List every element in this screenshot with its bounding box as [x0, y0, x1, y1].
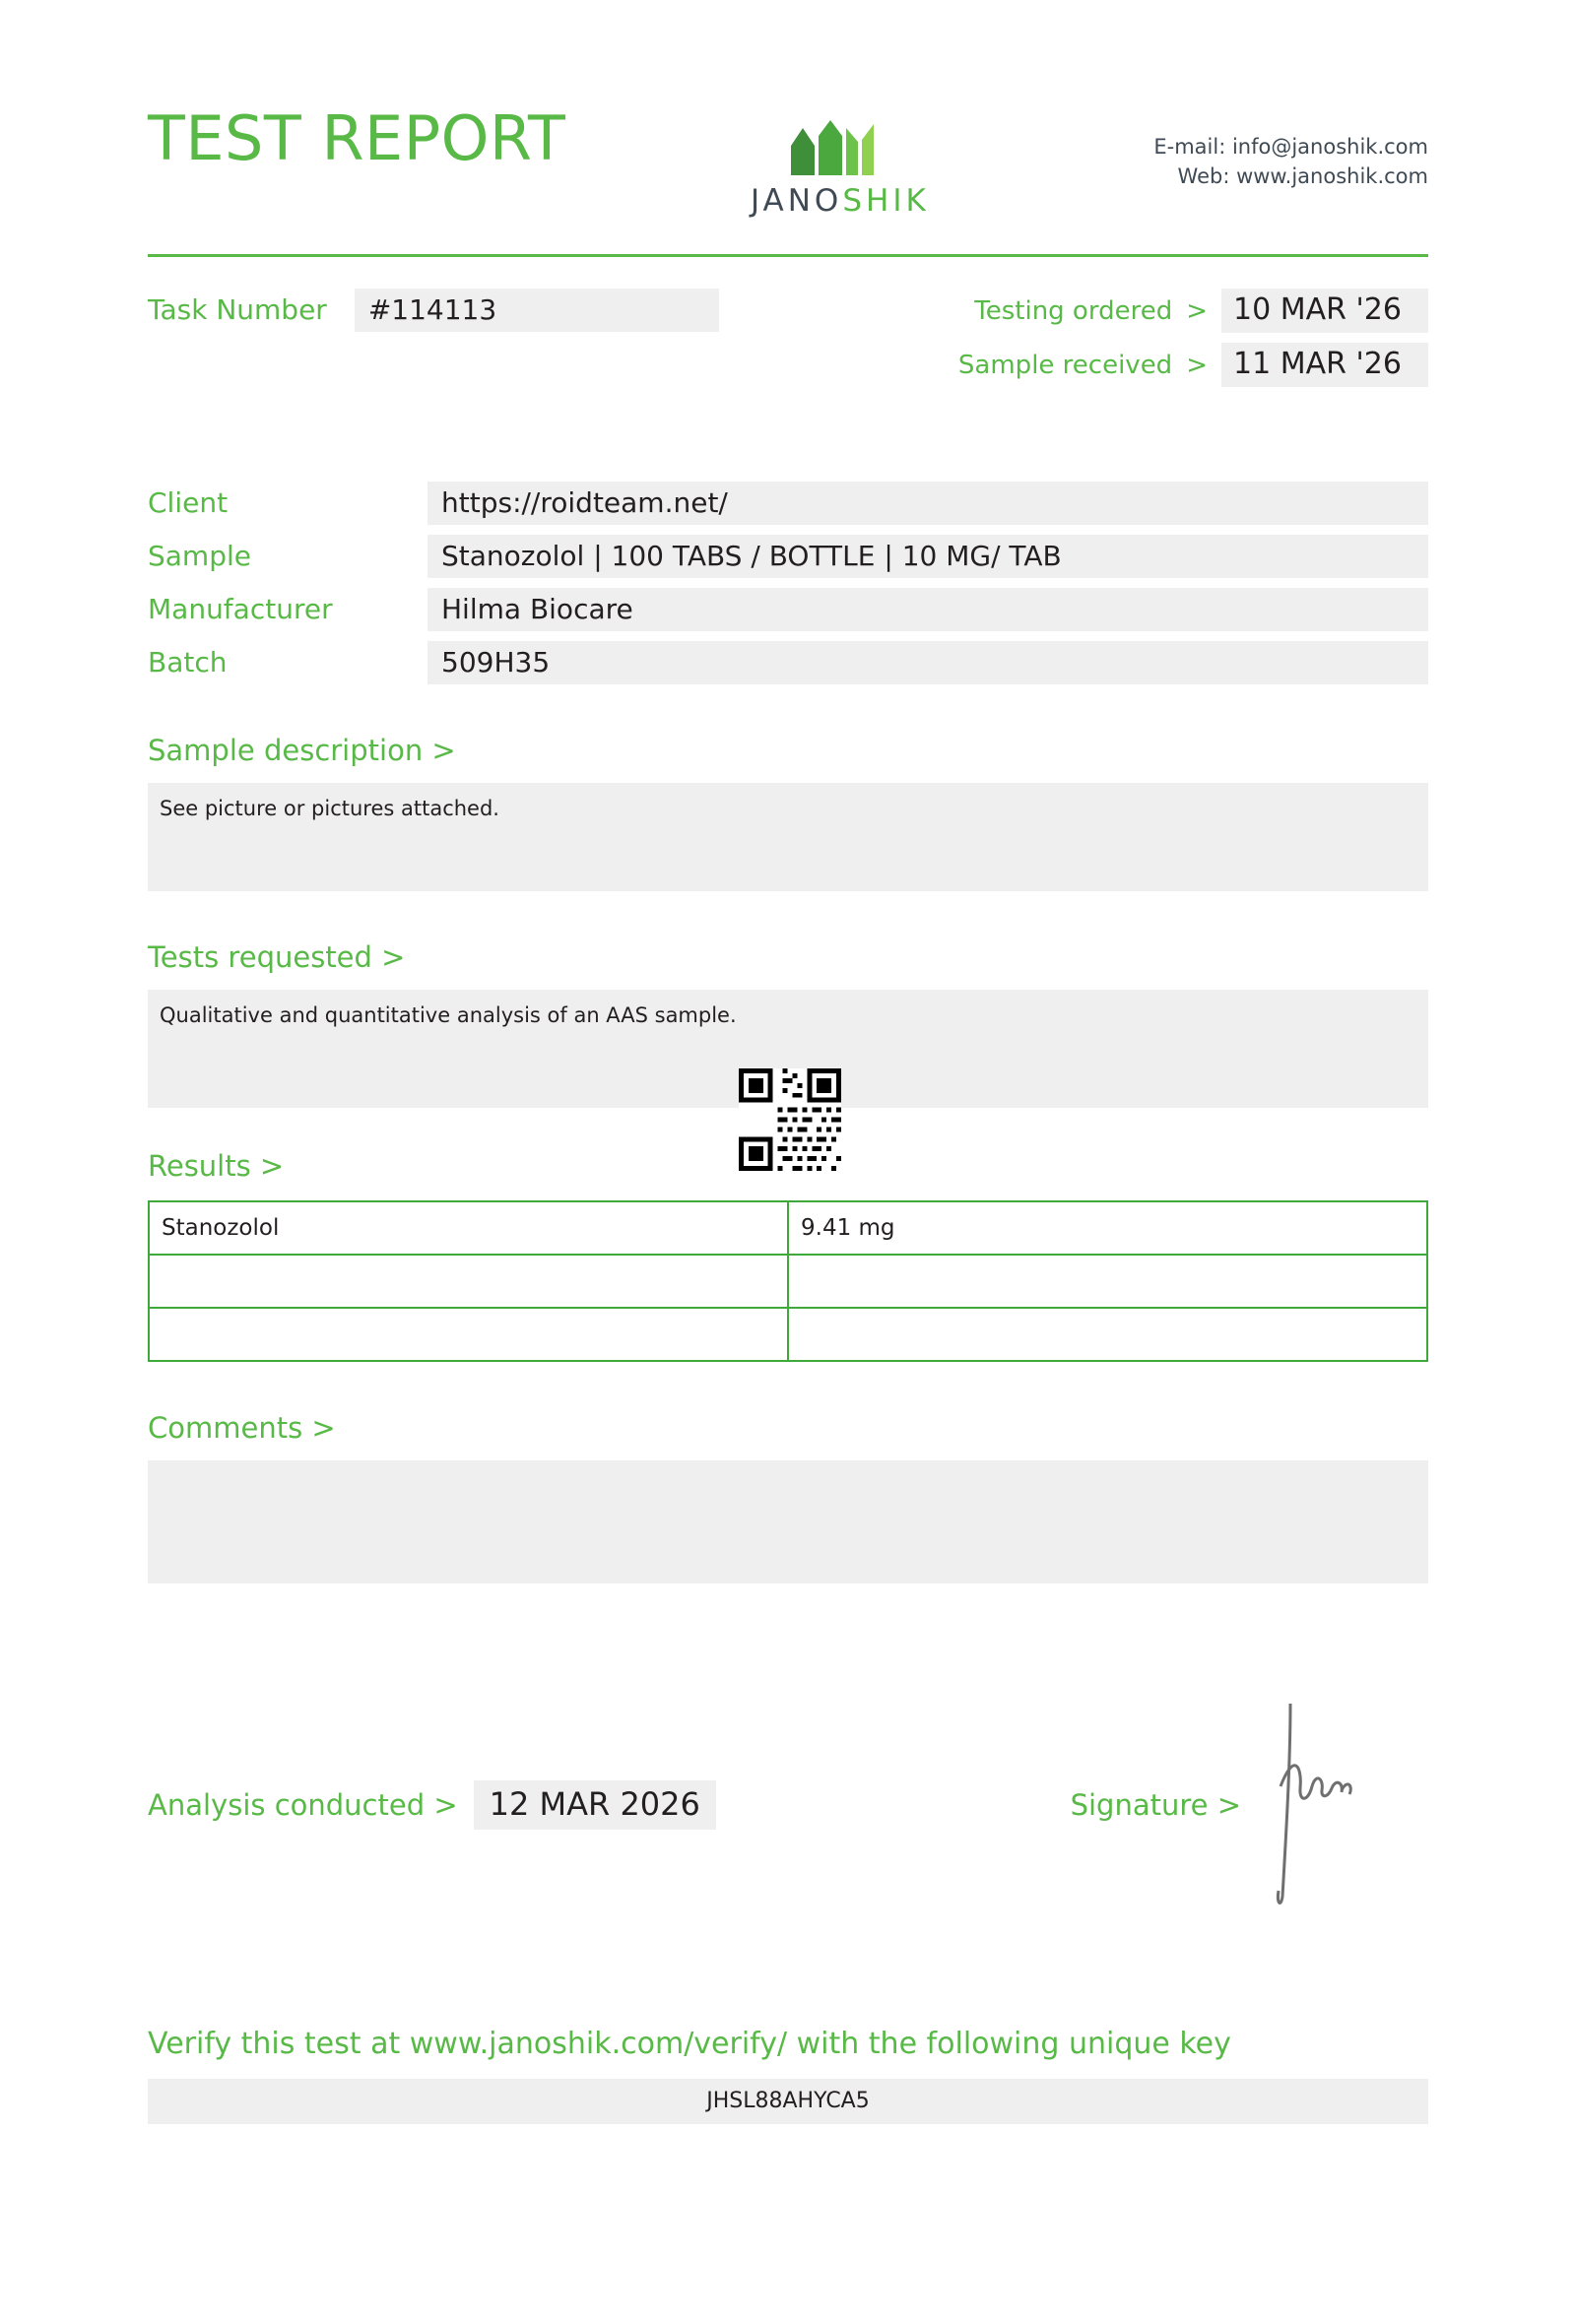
info-value-sample: Stanozolol | 100 TABS / BOTTLE | 10 MG/ TAB	[427, 535, 1428, 578]
signature-group	[1071, 1692, 1369, 1918]
comments-heading: Comments >	[148, 1411, 336, 1445]
info-value-manufacturer: Hilma Biocare	[427, 588, 1428, 631]
analysis-date-value: 12 MAR 2026	[474, 1780, 716, 1830]
logo-word-green: SHIK	[842, 183, 930, 219]
sample-info-table	[148, 482, 1428, 684]
sample-received-row	[958, 343, 1428, 387]
tests-requested-heading: Tests requested >	[148, 940, 406, 974]
comments-box	[148, 1460, 1428, 1583]
testing-ordered-value: 10 MAR '26	[1221, 289, 1428, 333]
logo-word-dark: JANO	[750, 183, 843, 219]
header-divider	[148, 254, 1428, 257]
dates-group	[958, 289, 1428, 397]
task-number-label: Task Number	[148, 293, 327, 326]
results-heading: Results >	[148, 1149, 285, 1183]
info-label-batch: Batch	[148, 646, 228, 678]
info-row-sample	[148, 535, 1428, 578]
info-label-client: Client	[148, 486, 229, 519]
task-number-value: #114113	[355, 289, 719, 332]
signature-icon	[1251, 1692, 1369, 1918]
janoshik-logo	[751, 116, 930, 219]
testing-ordered-label: Testing ordered	[974, 295, 1173, 326]
testing-ordered-row	[958, 289, 1428, 333]
verify-text: Verify this test at www.janoshik.com/verify/ with the following unique key	[148, 2027, 1231, 2061]
logo-mountain-icon	[781, 116, 899, 177]
report-header	[148, 0, 1428, 219]
info-row-batch	[148, 641, 1428, 684]
info-value-client: https://roidteam.net/	[427, 482, 1428, 525]
result-amount	[788, 1308, 1427, 1361]
info-row-client	[148, 482, 1428, 525]
analysis-group	[148, 1780, 716, 1830]
results-table	[148, 1200, 1428, 1362]
result-amount: 9.41 mg	[788, 1201, 1427, 1255]
analysis-label: Analysis conducted >	[148, 1788, 458, 1822]
info-row-manufacturer	[148, 588, 1428, 631]
result-substance: Stanozolol	[149, 1201, 788, 1255]
table-row	[149, 1308, 1427, 1361]
info-label-sample: Sample	[148, 540, 251, 572]
task-number-group	[148, 289, 719, 332]
sample-received-arrow: >	[1186, 350, 1208, 380]
page-title: TEST REPORT	[148, 102, 566, 174]
sample-description-box: See picture or pictures attached.	[148, 783, 1428, 891]
info-value-batch: 509H35	[427, 641, 1428, 684]
result-substance	[149, 1255, 788, 1308]
contact-email: E-mail: info@janoshik.com	[1153, 135, 1428, 159]
results-header-row	[148, 1108, 1428, 1189]
contact-web: Web: www.janoshik.com	[1177, 164, 1428, 189]
contact-info	[1153, 108, 1428, 192]
result-substance	[149, 1308, 788, 1361]
info-label-manufacturer: Manufacturer	[148, 593, 333, 625]
table-row	[149, 1201, 1427, 1255]
unique-key-value: JHSL88AHYCA5	[148, 2079, 1428, 2124]
table-row	[149, 1255, 1427, 1308]
analysis-row	[148, 1692, 1428, 1918]
sample-description-heading: Sample description >	[148, 734, 456, 767]
logo-wordmark	[751, 183, 930, 219]
sample-received-value: 11 MAR '26	[1221, 343, 1428, 387]
result-amount	[788, 1255, 1427, 1308]
task-row	[148, 289, 1428, 397]
testing-ordered-arrow: >	[1186, 295, 1208, 326]
signature-label: Signature >	[1070, 1788, 1241, 1822]
tests-requested-box: Qualitative and quantitative analysis of an AAS sample.	[148, 990, 1428, 1108]
sample-received-label: Sample received	[957, 350, 1173, 380]
qr-code-icon	[739, 1068, 841, 1171]
